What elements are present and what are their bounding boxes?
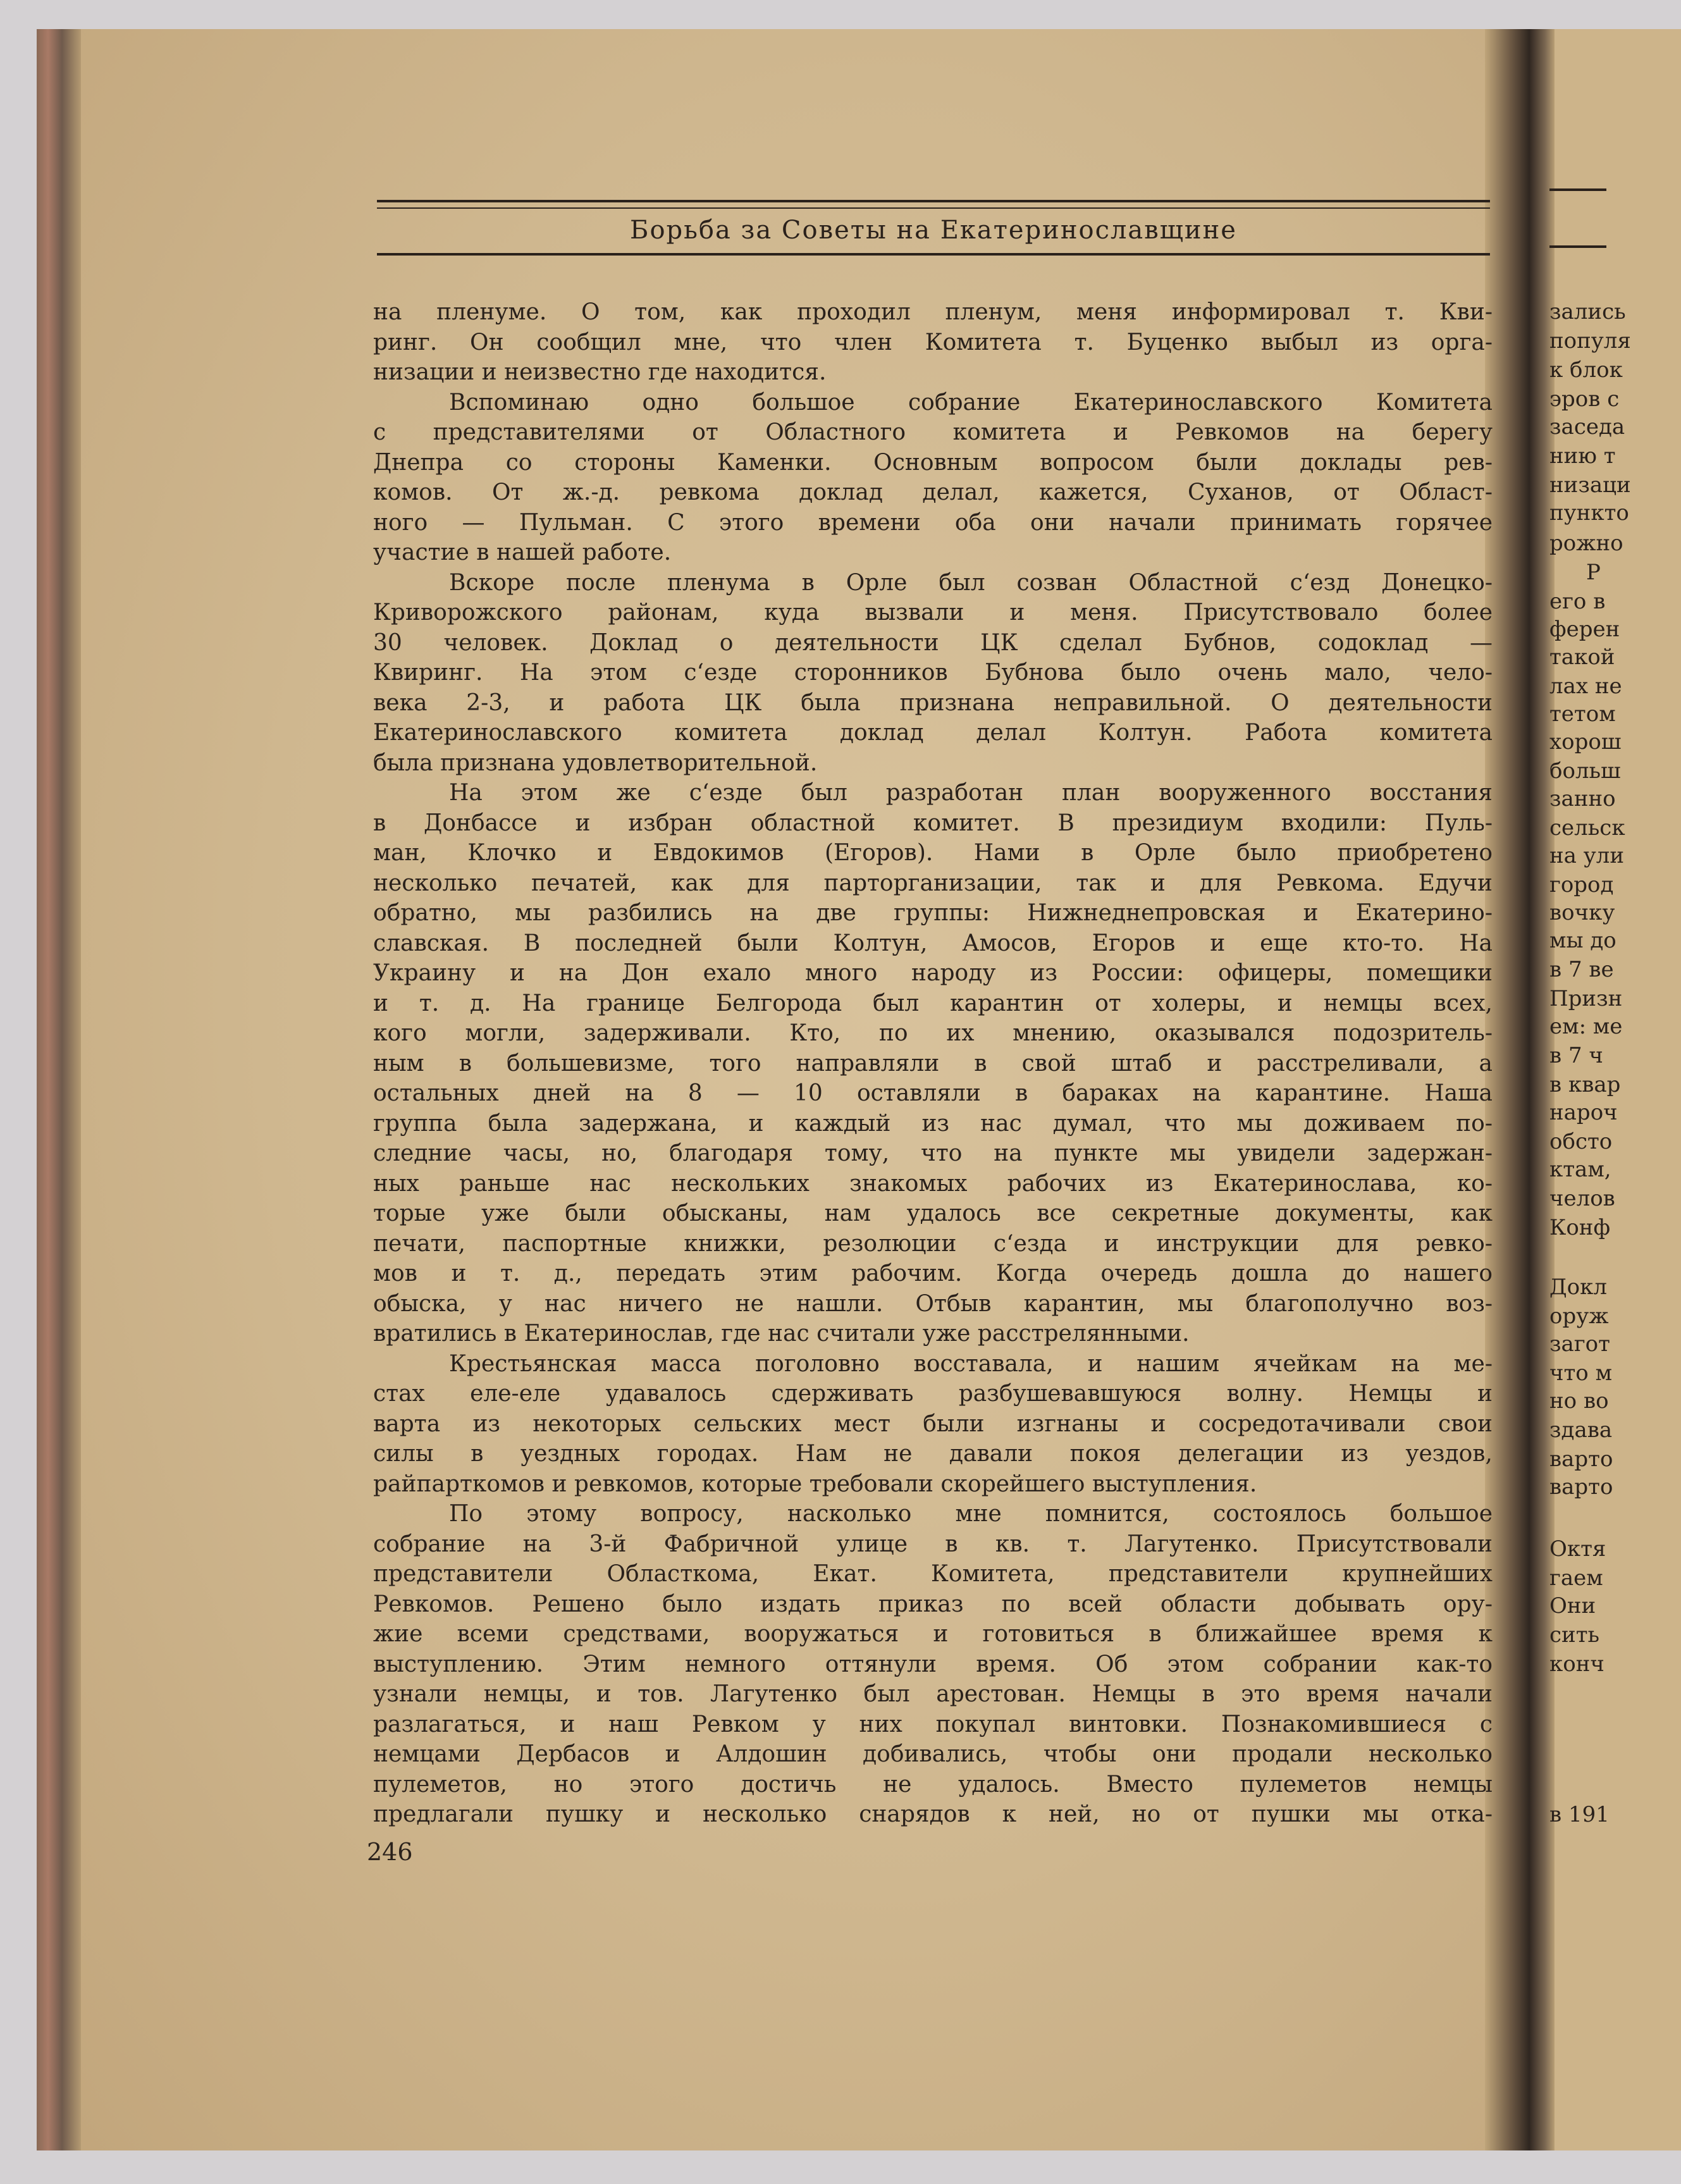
right-page-text-fragment: эров с [1549,386,1620,412]
right-page-text-fragment: нию т [1549,443,1616,469]
right-page-text-fragment: ферен [1549,617,1620,642]
text-line: с представителями от Областного комитета и Ревкомов на берегу [373,419,1493,445]
text-line: варта из некоторых сельских мест были изгнаны и сосредотачивали свои [373,1410,1493,1437]
text-line: группа была задержана, и каждый из нас думал, что мы доживаем по- [373,1110,1493,1137]
right-page-text-fragment: но во [1549,1388,1609,1414]
text-line: славская. В последней были Колтун, Амосов, Егоров и еще кто-то. На [373,930,1493,956]
running-title: Борьба за Советы на Екатеринославщине [630,216,1237,245]
text-line: обратно, мы разбились на две группы: Нижнеднепровская и Екатерино- [373,900,1493,926]
right-page-text-fragment: Р [1586,560,1601,585]
right-page-text-fragment: оруж [1549,1304,1609,1329]
text-line: На этом же с‘езде был разработан план вооруженного восстания [449,780,1493,806]
right-page-text-fragment: низаци [1549,472,1631,498]
text-line: райпарткомов и ревкомов, которые требовали скорейшего выступления. [373,1471,1257,1497]
text-line: следние часы, но, благодаря тому, что на пункте мы увидели задержан- [373,1140,1493,1166]
right-page-text-fragment: Призн [1549,986,1623,1011]
text-line: представители Областкома, Екат. Комитета, представители крупнейших [373,1561,1493,1587]
text-line: на пленуме. О том, как проходил пленум, меня информировал т. Кви- [373,299,1493,325]
right-page-text-fragment: нароч [1549,1100,1618,1125]
text-line: стах еле-еле удавалось сдерживать разбушевавшуюся волну. Немцы и [373,1381,1493,1407]
text-line: в Донбассе и избран областной комитет. В президиум входили: Пуль- [373,810,1493,836]
right-page-text-fragment: на ули [1549,843,1625,868]
text-line: ного — Пульман. С этого времени оба они начали принимать горячее [373,509,1493,536]
text-line: печати, паспортные книжки, резолюции с‘езда и инструкции для ревко- [373,1230,1493,1257]
text-line: узнали немцы, и тов. Лагутенко был арестован. Немцы в это время начали [373,1681,1493,1707]
book-binding-edge [37,29,81,2150]
right-page-text-fragment: больш [1549,758,1621,784]
right-header-rule [1549,188,1606,191]
text-line: комов. От ж.-д. ревкома доклад делал, кажется, Суханов, от Област- [373,479,1493,505]
header-rule-bottom [377,253,1490,256]
right-page-text-fragment: что м [1549,1360,1613,1386]
right-page-text-fragment: рожно [1549,531,1623,556]
right-header-rule-bottom [1549,245,1606,248]
text-line: кого могли, задерживали. Кто, по их мнению, оказывался подозритель- [373,1020,1493,1046]
text-line: участие в нашей работе. [373,540,672,565]
text-line: была признана удовлетворительной. [373,750,818,776]
right-page-text-fragment: в 7 ве [1549,957,1614,982]
text-line: остальных дней на 8 — 10 оставляли в бараках на карантине. Наша [373,1080,1493,1106]
right-page-text-fragment: загот [1549,1331,1610,1357]
text-line: Криворожского районам, куда вызвали и меня. Присутствовало более [373,600,1493,626]
text-line: пулеметов, но этого достичь не удалось. Вместо пулеметов немцы [373,1771,1493,1798]
text-line: Вспоминаю одно большое собрание Екатеринославского Комитета [449,389,1493,416]
scanned-book-spread [37,29,1631,2150]
right-page-text-fragment: варто [1549,1447,1613,1472]
right-page-text-fragment: обсто [1549,1129,1613,1154]
text-line: века 2-3, и работа ЦК была признана неправильной. О деятельности [373,689,1493,716]
text-line: ман, Клочко и Евдокимов (Егоров). Нами в Орле было приобретено [373,840,1493,866]
body-text [373,297,1493,1830]
text-line: вратились в Екатеринослав, где нас считали уже расстрелянными. [373,1321,1190,1347]
right-page-text-fragment: здава [1549,1417,1613,1443]
right-page-text-fragment: Докл [1549,1274,1607,1300]
right-page-text-fragment: тетом [1549,701,1616,727]
right-page-text-fragment: в 191 [1549,1802,1610,1827]
text-line: Квиринг. На этом с‘езде сторонников Бубнова было очень мало, чело- [373,660,1493,686]
text-line: жие всеми средствами, вооружаться и готовиться в ближайшее время к [373,1621,1493,1647]
text-line: предлагали пушку и несколько снарядов к ней, но от пушки мы отка- [373,1801,1493,1827]
text-line: Екатеринославского комитета доклад делал Колтун. Работа комитета [373,720,1493,746]
right-page-text-fragment: лах не [1549,674,1622,699]
right-page-text-fragment: популя [1549,328,1631,354]
right-page-text-fragment: ем: ме [1549,1014,1623,1039]
text-line: Вскоре после пленума в Орле был созван Областной с‘езд Донецко- [449,569,1493,596]
text-line: выступлению. Этим немного оттянули время. Об этом собрании как-то [373,1651,1493,1677]
right-page-text-fragment: город [1549,872,1614,898]
right-page-text-fragment: сельск [1549,815,1625,841]
right-page-text-fragment: вочку [1549,900,1615,925]
header-rule-top-inner [377,207,1490,209]
text-line: мов и т. д., передать этим рабочим. Когда очередь дошла до нашего [373,1261,1493,1286]
text-line: немцами Дербасов и Алдошин добивались, чтобы они продали несколько [373,1741,1493,1767]
right-page-text-fragment: в 7 ч [1549,1043,1603,1068]
text-line: По этому вопросу, насколько мне помнится, состоялось большое [449,1501,1493,1527]
right-page-text-fragment: челов [1549,1186,1615,1211]
right-page-text-fragment: к блок [1549,357,1623,383]
right-page-text-fragment: гаем [1549,1565,1603,1591]
right-page-text-fragment: в квар [1549,1072,1621,1097]
right-page-text-fragment: такой [1549,645,1615,670]
text-line: и т. д. На границе Белгорода был карантин от холеры, и немцы всех, [373,990,1493,1016]
text-line: разлагаться, и наш Ревком у них покупал винтовки. Познакомившиеся с [373,1711,1493,1737]
right-page-text-fragment: сить [1549,1622,1600,1648]
header-rule-top [377,200,1490,202]
right-page-text-fragment: конч [1549,1651,1604,1677]
text-line: ных раньше нас нескольких знакомых рабочих из Екатеринослава, ко- [373,1170,1493,1197]
text-line: Крестьянская масса поголовно восставала, и нашим ячейкам на ме- [449,1350,1493,1377]
text-line: силы в уездных городах. Нам не давали покоя делегации из уездов, [373,1441,1493,1467]
text-line: низации и неизвестно где находится. [373,359,827,385]
text-line: несколько печатей, как для парторганизации, так и для Ревкома. Едучи [373,870,1493,896]
page-number: 246 [367,1838,413,1866]
text-line: 30 человек. Доклад о деятельности ЦК сделал Бубнов, содоклад — [373,629,1493,656]
right-page-text-fragment: варто [1549,1474,1613,1500]
right-page-text-fragment: мы до [1549,928,1616,953]
right-page-text-fragment: Они [1549,1593,1596,1619]
right-page-text-fragment: зались [1549,299,1626,324]
right-page-text-fragment: ктам, [1549,1157,1611,1182]
text-line: Ревкомов. Решено было издать приказ по всей области добывать ору- [373,1591,1493,1617]
text-line: собрание на 3-й Фабричной улице в кв. т. Лагутенко. Присутствовали [373,1531,1493,1557]
page-gutter [1485,29,1555,2150]
right-page-text-fragment: занно [1549,786,1616,811]
right-page-text-fragment: его в [1549,589,1606,614]
right-page-text-fragment: заседа [1549,414,1625,440]
right-page-text-fragment: хорош [1549,729,1622,755]
text-line: Украину и на Дон ехало много народу из России: офицеры, помещики [373,960,1493,986]
right-page-text-fragment: пункто [1549,500,1629,526]
text-line: Днепра со стороны Каменки. Основным вопросом были доклады рев- [373,449,1493,476]
text-line: обыска, у нас ничего не нашли. Отбыв карантин, мы благополучно воз- [373,1290,1493,1317]
text-line: торые уже были обысканы, нам удалось все секретные документы, как [373,1200,1493,1226]
text-line: ным в большевизме, того направляли в свой штаб и расстреливали, а [373,1050,1493,1077]
text-line: ринг. Он сообщил мне, что член Комитета т. Буценко выбыл из орга- [373,329,1493,355]
right-page-text-fragment: Конф [1549,1215,1611,1240]
right-page-text-fragment: Октя [1549,1536,1606,1562]
